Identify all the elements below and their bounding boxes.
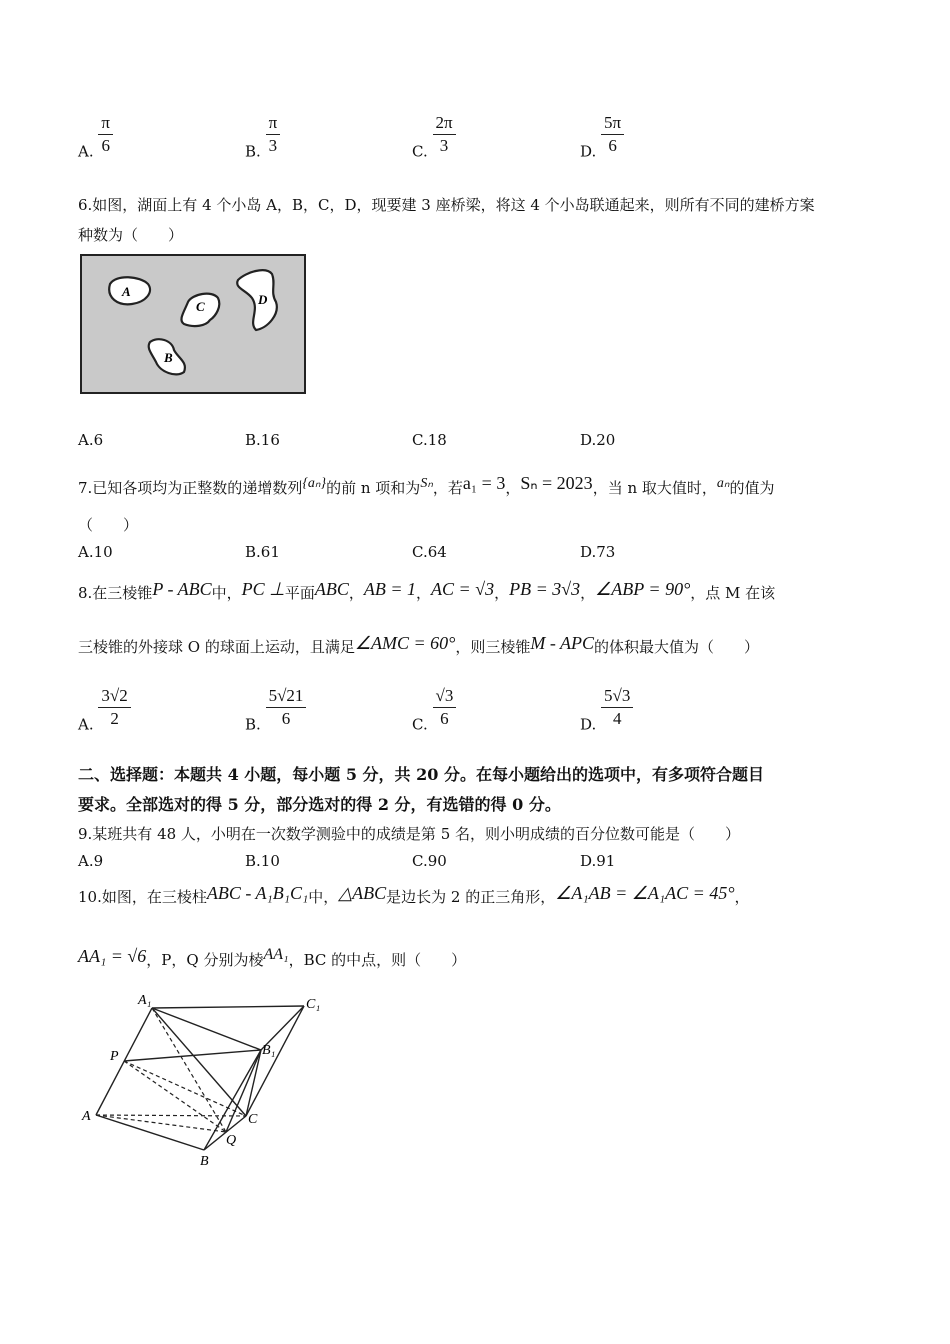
q8-option-d[interactable]: D. $\frac{5√3}{4}$: [580, 685, 633, 734]
q8-mapc: M - APC: [530, 633, 595, 653]
q5-option-d[interactable]: D. $\frac{5\pi}{6}$: [580, 112, 624, 161]
hidden-segment-a1-q: [152, 1008, 226, 1132]
q8-pabc: P - ABC: [152, 579, 212, 599]
q8-angle-abp: ∠ABP = 90°: [595, 579, 691, 599]
q8-pb: PB = 3√3: [509, 579, 581, 599]
q10-angles: ∠A₁AB = ∠A₁AC = 45°: [555, 883, 735, 903]
q7-option-d[interactable]: D.73: [580, 543, 616, 561]
q9-option-c[interactable]: C.90: [412, 852, 447, 870]
q5-option-a-fraction: $\frac{\pi}{6}$: [98, 112, 113, 157]
q8-option-b-fraction: $\frac{5√21}{6}$: [266, 685, 307, 730]
q5-option-c[interactable]: C. $\frac{2\pi}{3}$: [412, 112, 456, 161]
q10-aa1: AA₁ = √6: [78, 946, 147, 966]
q7-an: aₙ: [716, 476, 730, 491]
q6-option-c[interactable]: C.18: [412, 431, 447, 449]
q8-ab: AB = 1: [363, 579, 417, 599]
q6-option-a[interactable]: A.6: [78, 431, 104, 449]
q8-pc-perp: PC ⊥: [241, 579, 285, 599]
label-a1: A₁: [138, 993, 152, 1008]
edge-a1-b1: [152, 1008, 261, 1050]
q8-option-b[interactable]: B. $\frac{5√21}{6}$: [245, 685, 306, 734]
edge-a-b: [96, 1115, 204, 1150]
q6-option-d[interactable]: D.20: [580, 431, 616, 449]
q10-edge-aa1: AA₁: [263, 946, 289, 963]
hidden-segment-p-q: [124, 1061, 226, 1132]
q5-option-a[interactable]: A. $\frac{\pi}{6}$: [78, 112, 113, 161]
q7-option-c[interactable]: C.64: [412, 543, 447, 561]
hidden-segment-p-c: [124, 1061, 246, 1116]
q8-option-c-fraction: $\frac{√3}{6}$: [433, 685, 457, 730]
q10-stem-line2: AA₁ = √6，P，Q 分别为棱AA₁，BC 的中点，则（ ）: [78, 946, 467, 969]
q8-stem-line2: 三棱锥的外接球 O 的球面上运动，且满足∠AMC = 60°，则三棱锥M - APC的体积最大值为（ ）: [78, 633, 760, 656]
label-p: P: [110, 1049, 119, 1064]
q9-option-a[interactable]: A.9: [78, 852, 104, 870]
label-a: A: [82, 1109, 91, 1124]
q7-sn: Sₙ: [420, 476, 433, 491]
q7-seq: {aₙ}: [302, 476, 327, 491]
q8-stem-line1: 8.在三棱锥P - ABC中，PC ⊥平面ABC，AB = 1，AC = √3，PB = 3√3，∠ABP = 90°，点 M 在该: [78, 579, 776, 602]
q7-sn-value: Sₙ = 2023: [520, 473, 593, 493]
q8-option-d-fraction: $\frac{5√3}{4}$: [601, 685, 633, 730]
q5-option-b-fraction: $\frac{\pi}{3}$: [266, 112, 281, 157]
q5-option-d-fraction: $\frac{5\pi}{6}$: [601, 112, 624, 157]
label-b1: B₁: [262, 1043, 276, 1058]
q5-option-b[interactable]: B. $\frac{\pi}{3}$: [245, 112, 280, 161]
segment-b1-c: [246, 1050, 261, 1116]
island-d-label: D: [258, 292, 268, 307]
q9-stem: 9.某班共有 48 人，小明在一次数学测验中的成绩是第 5 名，则小明成绩的百分位数可能是（ ）: [78, 825, 741, 843]
q10-stem-line1: 10.如图，在三棱柱ABC - A₁B₁C₁中，△ABC是边长为 2 的正三角形，∠A₁AB = ∠A₁AC = 45°，: [78, 883, 750, 906]
q10-triangle: △ABC: [338, 883, 387, 903]
q5-option-c-fraction: $\frac{2\pi}{3}$: [433, 112, 456, 157]
label-q: Q: [226, 1133, 237, 1148]
q6-stem-line1: 6.如图，湖面上有 4 个小岛 A，B，C，D，现要建 3 座桥梁，将这 4 个小岛联通起来，则所有不同的建桥方案: [78, 196, 815, 214]
q10-prism: ABC - A₁B₁C₁: [206, 883, 309, 903]
q8-option-c[interactable]: C. $\frac{√3}{6}$: [412, 685, 456, 734]
q6-stem-line2: 种数为（ ）: [78, 226, 184, 244]
q9-option-d[interactable]: D.91: [580, 852, 616, 870]
prism-figure: [76, 988, 336, 1173]
q9-option-b[interactable]: B.10: [245, 852, 280, 870]
section2-heading-line2: 要求。全部选对的得 5 分，部分选对的得 2 分，有选错的得 0 分。: [78, 795, 561, 814]
lake-islands-figure: [80, 254, 306, 394]
q7-a1: a₁ = 3: [462, 473, 506, 493]
q7-option-a[interactable]: A.10: [78, 543, 113, 561]
island-a-label: A: [122, 284, 131, 299]
section2-heading-line1: 二、选择题：本题共 4 小题，每小题 5 分，共 20 分。在每小题给出的选项中，有多项符合题目: [78, 765, 764, 784]
q7-option-b[interactable]: B.61: [245, 543, 280, 561]
label-b: B: [200, 1154, 209, 1169]
q7-stem-line1: 7.已知各项均为正整数的递增数列{aₙ}的前 n 项和为Sₙ，若a₁ = 3，Sₙ = 2023，当 n 取大值时，aₙ的值为: [78, 473, 775, 497]
island-c-label: C: [196, 299, 205, 314]
label-c1: C₁: [306, 997, 321, 1012]
q6-option-b[interactable]: B.16: [245, 431, 280, 449]
q8-option-a-fraction: $\frac{3√2}{2}$: [98, 685, 130, 730]
edge-a1-c1: [152, 1006, 304, 1008]
segment-a1-c: [152, 1008, 246, 1116]
hidden-segment-a-q: [96, 1115, 226, 1132]
label-c: C: [248, 1112, 258, 1127]
q7-stem-line2: （ ）: [78, 516, 139, 534]
q8-option-a[interactable]: A. $\frac{3√2}{2}$: [78, 685, 131, 734]
q8-abc: ABC: [314, 579, 349, 599]
q8-ac: AC = √3: [431, 579, 495, 599]
island-b-label: B: [164, 350, 173, 365]
q8-angle-amc: ∠AMC = 60°: [354, 633, 456, 653]
